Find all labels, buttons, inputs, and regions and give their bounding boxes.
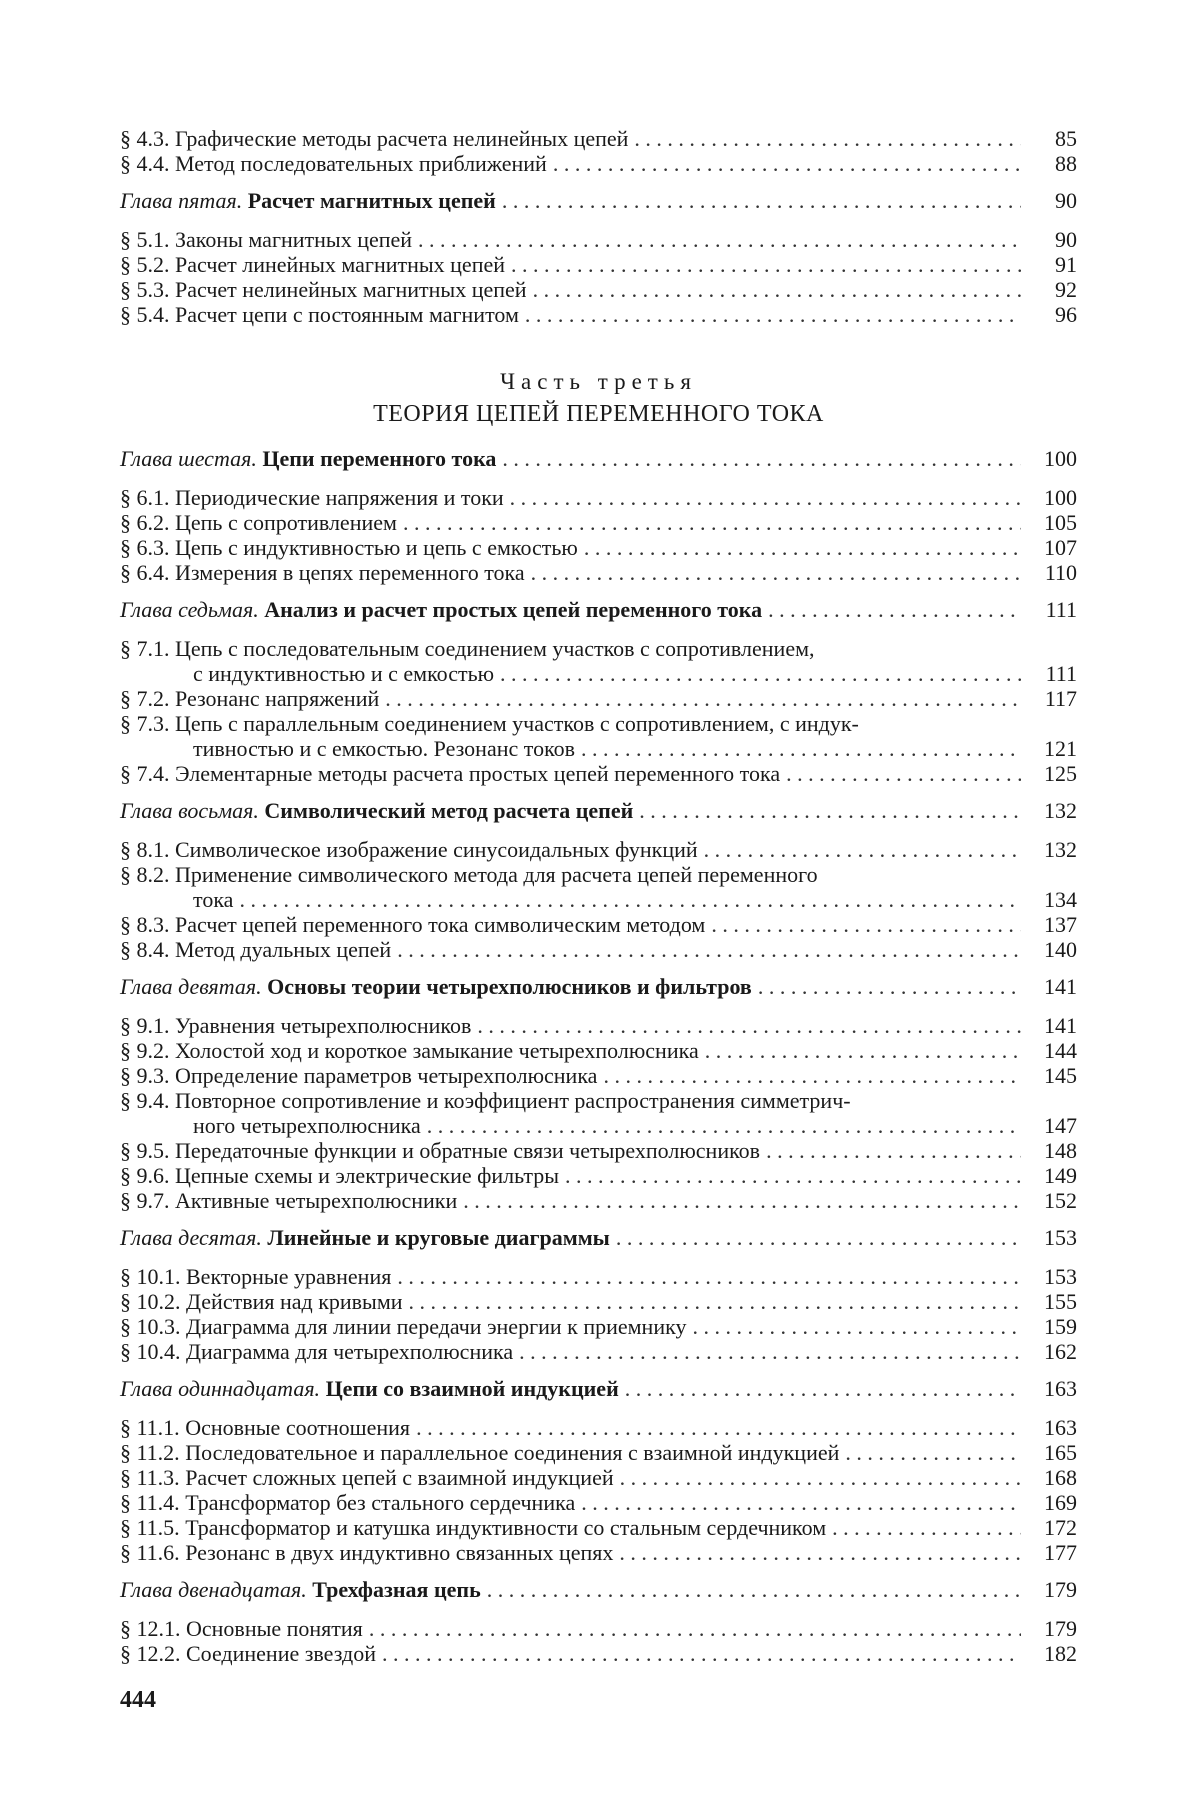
chapter-label: Глава одиннадцатая. [120,1376,321,1401]
page-ref: 182 [1044,1641,1077,1666]
section-title: Трансформатор без стального сердечника [185,1490,576,1515]
leader-dots [786,761,1021,786]
leader-dots [427,1113,1021,1138]
page-ref: 177 [1044,1540,1077,1565]
section-number: § 8.3. [120,912,170,937]
toc-entry [120,1616,1077,1641]
toc-entry [120,1289,1077,1314]
section-number: § 10.2. [120,1289,181,1314]
toc-entry [120,277,1077,302]
chapter-heading [120,798,1077,823]
chapter-title: Линейные и круговые диаграммы [267,1225,610,1250]
toc-entry-continuation [120,1113,1077,1138]
table-of-contents [120,126,1077,1666]
leader-dots [477,1013,1021,1038]
page-ref: 85 [1055,126,1077,151]
chapter-heading [120,974,1077,999]
section-number: § 7.3. [120,711,170,736]
section-title: Расчет нелинейных магнитных цепей [175,277,527,302]
page-ref: 141 [1044,1013,1077,1038]
chapter-heading [120,1225,1077,1250]
leader-dots [553,151,1021,176]
page-ref: 121 [1044,736,1077,761]
section-title: Активные четырехполюсники [175,1188,458,1213]
section-title: Последовательное и параллельное соединения с взаимной индукцией [185,1440,840,1465]
section-number: § 7.2. [120,686,170,711]
chapter-title: Анализ и расчет простых цепей переменного тока [264,597,763,622]
leader-dots [487,1577,1021,1602]
page-ref: 117 [1044,686,1077,711]
leader-dots [385,686,1021,711]
page-ref: 132 [1044,798,1077,823]
section-number: § 5.4. [120,302,170,327]
chapter-label: Глава двенадцатая. [120,1577,307,1602]
page-ref: 152 [1044,1188,1077,1213]
page-ref: 96 [1055,302,1077,327]
section-title: Векторные уравнения [186,1264,392,1289]
toc-entry [120,1465,1077,1490]
chapter-heading [120,446,1077,471]
section-number: § 9.5. [120,1138,170,1163]
chapter-title: Трехфазная цепь [312,1577,481,1602]
page-ref: 111 [1045,661,1077,686]
leader-dots [620,1465,1021,1490]
toc-entry [120,1339,1077,1364]
section-number: § 11.6. [120,1540,180,1565]
section-number: § 9.2. [120,1038,170,1063]
section-title: Символическое изображение синусоидальных функций [175,837,698,862]
chapter-title: Цепи переменного тока [262,446,497,471]
section-title: Резонанс в двух индуктивно связанных цепях [185,1540,614,1565]
leader-dots [565,1163,1021,1188]
toc-entry [120,636,1077,661]
section-title: Основные соотношения [185,1415,411,1440]
toc-entry [120,1515,1077,1540]
toc-entry [120,1013,1077,1038]
leader-dots [758,974,1021,999]
page-ref: 159 [1044,1314,1077,1339]
toc-entry [120,151,1077,176]
section-title: Расчет цепей переменного тока символическим методом [175,912,706,937]
page-ref: 153 [1044,1225,1077,1250]
leader-dots [239,887,1021,912]
section-number: § 4.3. [120,126,170,151]
section-number: § 11.2. [120,1440,180,1465]
page-ref: 153 [1044,1264,1077,1289]
part-label: Часть третья [500,369,697,394]
section-title-line2: с индуктивностью и с емкостью [193,661,495,686]
section-number: § 5.1. [120,227,170,252]
leader-dots [692,1314,1021,1339]
page-ref: 91 [1055,252,1077,277]
section-title: Цепь с индуктивностью и цепь с емкостью [175,535,578,560]
section-title: Холостой ход и короткое замыкание четырехполюсника [175,1038,699,1063]
section-title: Резонанс напряжений [175,686,380,711]
leader-dots [704,837,1021,862]
section-title: Определение параметров четырехполюсника [175,1063,598,1088]
leader-dots [705,1038,1021,1063]
toc-entry [120,862,1077,887]
page-ref: 100 [1044,485,1077,510]
page-ref: 100 [1044,446,1077,471]
page-ref: 134 [1044,887,1077,912]
section-number: § 9.1. [120,1013,170,1038]
page-ref: 172 [1044,1515,1077,1540]
chapter-title: Символический метод расчета цепей [264,798,634,823]
page-ref: 111 [1045,597,1077,622]
section-number: § 11.5. [120,1515,180,1540]
leader-dots [502,446,1021,471]
section-title: Цепь с сопротивлением [175,510,397,535]
toc-entry [120,1490,1077,1515]
page-ref: 168 [1044,1465,1077,1490]
leader-dots [369,1616,1021,1641]
toc-entry [120,837,1077,862]
page-ref: 155 [1044,1289,1077,1314]
section-number: § 8.4. [120,937,170,962]
leader-dots [418,227,1021,252]
page-ref: 179 [1044,1577,1077,1602]
section-title: Диаграмма для линии передачи энергии к приемнику [186,1314,687,1339]
leader-dots [382,1641,1021,1666]
section-title: Законы магнитных цепей [175,227,413,252]
page-ref: 162 [1044,1339,1077,1364]
leader-dots [711,912,1021,937]
toc-entry [120,761,1077,786]
page-ref: 90 [1055,227,1077,252]
leader-dots [533,277,1021,302]
section-number: § 10.4. [120,1339,181,1364]
page-number: 444 [120,1687,156,1713]
leader-dots [603,1063,1021,1088]
section-number: § 9.4. [120,1088,170,1113]
section-title: Соединение звездой [186,1641,376,1666]
leader-dots [403,510,1021,535]
toc-entry [120,252,1077,277]
page-ref: 140 [1044,937,1077,962]
leader-dots [511,252,1021,277]
page-ref: 90 [1055,188,1077,213]
section-number: § 5.2. [120,252,170,277]
section-title: Основные понятия [186,1616,363,1641]
section-title: Уравнения четырехполюсников [175,1013,472,1038]
chapter-title: Основы теории четырехполюсников и фильтров [267,974,752,999]
section-title: Измерения в цепях переменного тока [175,560,525,585]
leader-dots [625,1376,1021,1401]
page-ref: 149 [1044,1163,1077,1188]
section-title-line1: Повторное сопротивление и коэффициент распространения симметрич- [175,1088,851,1113]
section-title: Трансформатор и катушка индуктивности со стальным сердечником [185,1515,827,1540]
section-number: § 11.4. [120,1490,180,1515]
toc-entry [120,1641,1077,1666]
leader-dots [510,485,1021,510]
chapter-heading [120,188,1077,213]
chapter-label: Глава десятая. [120,1225,262,1250]
page-ref: 165 [1044,1440,1077,1465]
section-number: § 6.3. [120,535,170,560]
toc-entry [120,1063,1077,1088]
leader-dots [500,661,1021,686]
toc-entry [120,485,1077,510]
section-title-line1: Цепь с последовательным соединением участков с сопротивлением, [175,636,815,661]
leader-dots [832,1515,1021,1540]
page-ref: 145 [1044,1063,1077,1088]
section-title: Диаграмма для четырехполюсника [186,1339,514,1364]
toc-entry [120,686,1077,711]
chapter-label: Глава пятая. [120,188,243,213]
chapter-title: Расчет магнитных цепей [247,188,496,213]
section-title: Действия над кривыми [186,1289,403,1314]
section-number: § 8.1. [120,837,170,862]
section-number: § 10.3. [120,1314,181,1339]
page-ref: 148 [1044,1138,1077,1163]
leader-dots [581,736,1021,761]
leader-dots [525,302,1021,327]
section-number: § 6.1. [120,485,170,510]
leader-dots [845,1440,1021,1465]
page-ref: 141 [1044,974,1077,999]
page-ref: 163 [1044,1376,1077,1401]
toc-entry [120,1138,1077,1163]
section-number: § 9.3. [120,1063,170,1088]
leader-dots [531,560,1021,585]
page-ref: 88 [1055,151,1077,176]
page-ref: 107 [1044,535,1077,560]
toc-entry [120,510,1077,535]
section-title: Графические методы расчета нелинейных цепей [175,126,629,151]
toc-entry [120,1038,1077,1063]
section-title: Передаточные функции и обратные связи четырехполюсников [175,1138,761,1163]
toc-entry [120,535,1077,560]
toc-entry [120,912,1077,937]
page-ref: 163 [1044,1415,1077,1440]
toc-entry [120,1264,1077,1289]
section-title-line2: тока [193,887,234,912]
page-ref: 179 [1044,1616,1077,1641]
toc-entry [120,1088,1077,1113]
leader-dots [581,1490,1021,1515]
toc-entry [120,227,1077,252]
chapter-label: Глава шестая. [120,446,257,471]
section-number: § 9.6. [120,1163,170,1188]
page-ref: 169 [1044,1490,1077,1515]
leader-dots [519,1339,1021,1364]
chapter-title: Цепи со взаимной индукцией [325,1376,619,1401]
toc-entry [120,1314,1077,1339]
page-ref: 105 [1044,510,1077,535]
leader-dots [409,1289,1021,1314]
section-number: § 8.2. [120,862,170,887]
page-ref: 125 [1044,761,1077,786]
toc-entry [120,302,1077,327]
leader-dots [766,1138,1021,1163]
leader-dots [616,1225,1021,1250]
section-title: Элементарные методы расчета простых цепей переменного тока [175,761,781,786]
section-number: § 5.3. [120,277,170,302]
page-ref: 132 [1044,837,1077,862]
leader-dots [416,1415,1021,1440]
page-ref: 144 [1044,1038,1077,1063]
page-ref: 137 [1044,912,1077,937]
section-title: Расчет линейных магнитных цепей [175,252,506,277]
section-number: § 11.3. [120,1465,180,1490]
leader-dots [639,798,1021,823]
toc-entry-continuation [120,736,1077,761]
chapter-heading [120,1577,1077,1602]
section-number: § 4.4. [120,151,170,176]
chapter-label: Глава восьмая. [120,798,259,823]
toc-entry [120,1188,1077,1213]
toc-entry [120,1415,1077,1440]
toc-entry [120,1540,1077,1565]
leader-dots [768,597,1021,622]
section-number: § 10.1. [120,1264,181,1289]
leader-dots [584,535,1021,560]
toc-entry [120,560,1077,585]
page-ref: 110 [1044,560,1077,585]
section-number: § 9.7. [120,1188,170,1213]
chapter-label: Глава седьмая. [120,597,259,622]
section-number: § 7.1. [120,636,170,661]
section-title-line2: ного четырехполюсника [193,1113,421,1138]
section-number: § 7.4. [120,761,170,786]
page-ref: 92 [1055,277,1077,302]
section-number: § 12.1. [120,1616,181,1641]
toc-entry [120,711,1077,736]
section-number: § 6.4. [120,560,170,585]
section-title: Метод последовательных приближений [175,151,547,176]
toc-entry [120,937,1077,962]
section-title-line1: Цепь с параллельным соединением участков с сопротивлением, с индук- [175,711,859,736]
chapter-heading [120,1376,1077,1401]
chapter-label: Глава девятая. [120,974,262,999]
leader-dots [397,1264,1021,1289]
leader-dots [634,126,1021,151]
section-number: § 12.2. [120,1641,181,1666]
section-title: Периодические напряжения и токи [175,485,504,510]
toc-entry [120,126,1077,151]
leader-dots [619,1540,1021,1565]
section-title: Расчет цепи с постоянным магнитом [175,302,519,327]
toc-entry [120,1163,1077,1188]
section-title-line2: тивностью и с емкостью. Резонанс токов [193,736,576,761]
toc-entry-continuation [120,887,1077,912]
page-ref: 147 [1044,1113,1077,1138]
leader-dots [397,937,1021,962]
section-number: § 11.1. [120,1415,180,1440]
chapter-heading [120,597,1077,622]
leader-dots [463,1188,1021,1213]
toc-entry [120,1440,1077,1465]
section-title: Цепные схемы и электрические фильтры [175,1163,559,1188]
toc-entry-continuation [120,661,1077,686]
section-number: § 6.2. [120,510,170,535]
section-title: Расчет сложных цепей с взаимной индукцией [185,1465,614,1490]
part-title: ТЕОРИЯ ЦЕПЕЙ ПЕРЕМЕННОГО ТОКА [373,401,824,427]
section-title-line1: Применение символического метода для расчета цепей переменного [175,862,818,887]
section-title: Метод дуальных цепей [175,937,392,962]
leader-dots [502,188,1021,213]
